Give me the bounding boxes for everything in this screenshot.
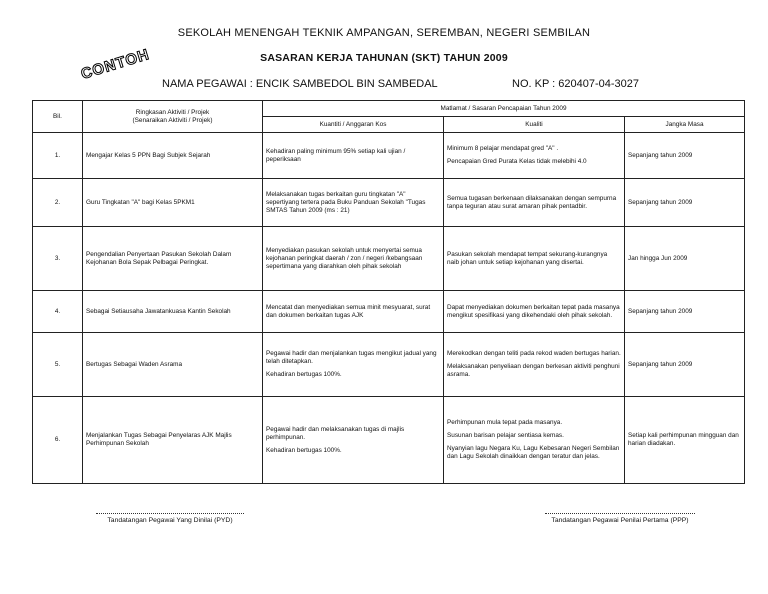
signature-pyd-label: Tandatangan Pegawai Yang Dinilai (PYD) [107,517,233,524]
cell-text: Semua tugasan berkenaan dilaksanakan dengan sempurna tanpa teguran atau surat amaran pihak pentadbir. [447,194,617,210]
cell-time: Setiap kali perhimpunan mingguan dan harian diadakan. [625,397,745,484]
cell-quantity [263,227,444,291]
cell-quantity [263,179,444,227]
cell-activity: Menjalankan Tugas Sebagai Penyelaras AJK Majlis Perhimpunan Sekolah [83,397,263,484]
skt-table [32,100,745,484]
header-quantity: Kuantiti / Anggaran Kos [263,117,444,133]
cell-text: Menyediakan pasukan sekolah untuk menyertai semua kejohanan peringkat daerah / zon / negeri /kebangsaan sepertimana yang diarahkan oleh pihak sekolah [266,246,423,270]
signature-line [96,513,244,514]
cell-text: Kehadiran paling minimum 95% setiap kali ujian / peperiksaan [266,147,406,163]
cell-time: Sepanjang tahun 2009 [625,179,745,227]
school-name: SEKOLAH MENENGAH TEKNIK AMPANGAN, SEREMBAN, NEGERI SEMBILAN [177,27,591,39]
cell-activity: Bertugas Sebagai Waden Asrama [83,333,263,397]
cell-text: Kehadiran bertugas 100%. [266,446,342,454]
cell-activity: Pengendalian Penyertaan Pasukan Sekolah Dalam Kejohanan Bola Sepak Pelbagai Peringkat. [83,227,263,291]
cell-bil: 2. [33,179,83,227]
cell-quantity [263,133,444,179]
cell-text: Pencapaian Gred Purata Kelas tidak melebihi 4.0 [447,158,587,165]
cell-time: Sepanjang tahun 2009 [625,291,745,333]
employee-name: NAMA PEGAWAI : ENCIK SAMBEDOL BIN SAMBEDAL [162,78,438,90]
cell-bil: 5. [33,333,83,397]
table-row [33,133,745,179]
cell-quantity [263,333,444,397]
cell-text: Susunan barisan pelajar sentiasa kemas. [447,432,564,439]
document-title: SASARAN KERJA TAHUNAN (SKT) TAHUN 2009 [260,52,508,64]
cell-quantity [263,397,444,484]
cell-text: Nyanyian lagu Negara Ku, Lagu Kebesaran Negeri Sembilan dan Lagu Sekolah dinaikkan dengan teratur dan jelas. [447,445,620,460]
signature-pyd [96,513,244,524]
cell-activity: Guru Tingkatan "A" bagi Kelas 5PKM1 [83,179,263,227]
signature-ppp [545,513,695,524]
signature-ppp-label: Tandatangan Pegawai Penilai Pertama (PPP) [551,517,689,524]
table-row [33,227,745,291]
table-row [33,291,745,333]
cell-quality [444,397,625,484]
cell-time: Sepanjang tahun 2009 [625,333,745,397]
cell-time: Jan hingga Jun 2009 [625,227,745,291]
header-activity [83,101,263,133]
cell-text: Pegawai hadir dan menjalankan tugas mengikut jadual yang telah ditetapkan. [266,350,437,365]
cell-quantity [263,291,444,333]
table-row [33,179,745,227]
table-row [33,397,745,484]
cell-text: Minimum 8 pelajar mendapat gred "A" . [447,145,559,152]
cell-text: Dapat menyediakan dokumen berkaitan tepat pada masanya mengikut spesifikasi yang dikehendaki oleh pihak sekolah. [447,303,620,319]
cell-text: Kehadiran bertugas 100%. [266,371,342,378]
cell-activity: Mengajar Kelas 5 PPN Bagi Subjek Sejarah [83,133,263,179]
header-quality: Kualiti [444,117,625,133]
header-bil: Bil. [33,101,83,133]
cell-time: Sepanjang tahun 2009 [625,133,745,179]
table-row [33,333,745,397]
cell-quality [444,133,625,179]
signature-line [545,513,695,514]
header-target: Matlamat / Sasaran Pencapaian Tahun 2009 [263,101,745,117]
header-time: Jangka Masa [625,117,745,133]
cell-bil: 1. [33,133,83,179]
cell-text: Melaksanakan penyeliaan dengan berkesan aktiviti penghuni asrama. [447,363,620,378]
kp-number: NO. KP : 620407-04-3027 [512,78,639,90]
cell-activity: Sebagai Setiausaha Jawatankuasa Kantin Sekolah [83,291,263,333]
header-activity-subtitle: (Senaraikan Aktiviti / Projek) [132,116,213,124]
cell-quality [444,291,625,333]
cell-bil: 4. [33,291,83,333]
cell-text: Pasukan sekolah mendapat tempat sekurang-kurangnya naib johan untuk setiap kejohanan yang disertai. [447,250,608,266]
cell-quality [444,227,625,291]
cell-text: Perhimpunan mula tepat pada masanya. [447,419,563,426]
cell-quality [444,179,625,227]
contoh-stamp: CONTOH [79,46,152,83]
cell-text: Mencatat dan menyediakan semua minit mesyuarat, surat dan dokumen berkaitan tugas AJK [266,303,431,319]
cell-text: Merekodkan dengan teliti pada rekod waden bertugas harian. [447,350,621,357]
cell-text: Pegawai hadir dan melaksanakan tugas di majlis perhimpunan. [266,425,405,441]
cell-text: Melaksanakan tugas berkaitan guru tingkatan "A" sepertiyang tertera pada Buku Panduan Sekolah "Tugas SMTAS Tahun 2009 (ms : 21) [266,190,426,214]
header-activity-title: Ringkasan Aktiviti / Projek [135,108,210,116]
cell-quality [444,333,625,397]
cell-bil: 3. [33,227,83,291]
cell-bil: 6. [33,397,83,484]
